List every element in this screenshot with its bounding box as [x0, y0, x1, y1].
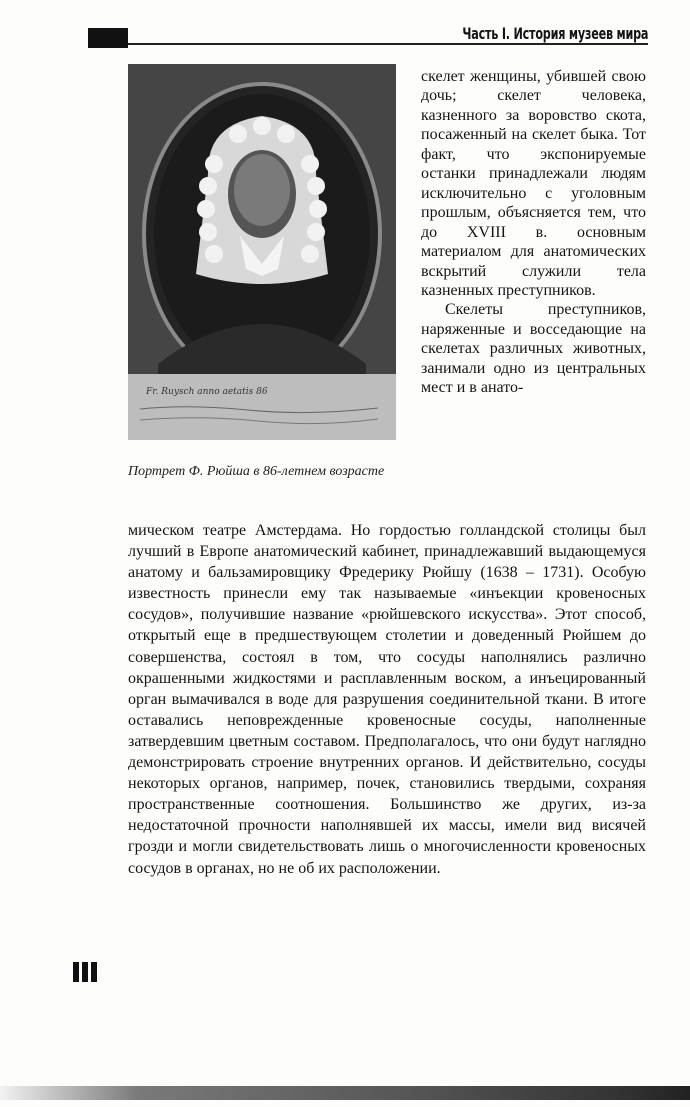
header-marker-block [88, 28, 128, 48]
paragraph: скелет женщины, убившей свою дочь; скелет человека, казненного за воровство скота, посаженный на скелет быка. Тот факт, что экспонируемые останки принадлежали людям исключительно с уголовным прошлым, объясняется тем, что до XVIII в. основным материалом для анатомических вскрытий служили тела казненных преступников. [421, 68, 646, 299]
header-rule [128, 43, 648, 45]
portrait-engraving-icon [128, 64, 396, 440]
paragraph: Скелеты преступников, наряженные и восседающие на скелетах различных животных, занимали одно из центральных мест и в анато- [421, 301, 646, 397]
scan-edge-shadow [0, 1086, 690, 1100]
portrait-image [128, 64, 396, 440]
full-width-text [128, 520, 646, 879]
page-marker [73, 962, 99, 982]
paragraph: мическом театре Амстердама. Но гордостью голландской столицы был лучший в Европе анатомический кабинет, принадлежавший выдающемуся анатому и бальзамировщику Фредерику Рюйшу (1638 – 1731). Особую известность принесли ему так называемые «инъекции кровеносных сосудов», получившие название «рюйшевского искусства». Этот способ, открытый еще в предшествующем столетии и доведенный Рюйшем до совершенства, состоял в том, что сосуды наполнялись различно окрашенными жидкостями и расплавленным воском, а инъецированный орган вымачивался в воде для разрушения соединительной ткани. В итоге оставались неповрежденные кровеносные сосуды, наполненные затвердевшим цветным составом. Предполагалось, что они будут наглядно демонстрировать строение внутренних органов. И действительно, сосуды некоторых органов, например, почек, становились твердыми, сохраняя пространственные соотношения. Большинство же других, из-за недостаточной прочности наполнявшей их массы, имели вид висячей грозди и могли свидетельствовать лишь о многочисленности кровеносных сосудов в органах, но не об их расположении. [128, 522, 646, 877]
narrow-column-text [421, 67, 646, 398]
figure-caption: Портрет Ф. Рюйша в 86-летнем возрасте [128, 464, 385, 479]
running-head: Часть I. История музеев мира [462, 24, 648, 43]
portrait-inscription: Fr. Ruysch anno aetatis 86 [146, 387, 268, 397]
